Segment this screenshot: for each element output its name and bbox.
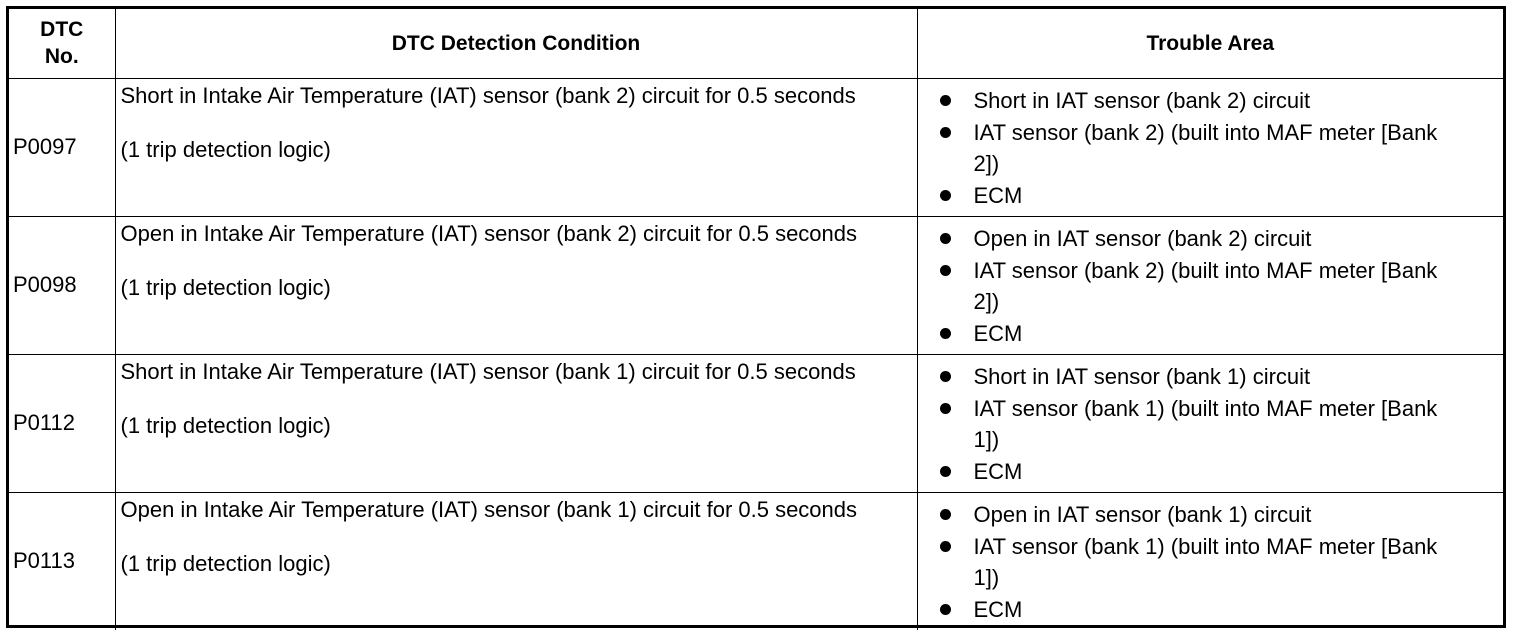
- table-row: [9, 354, 1503, 492]
- list-item: [940, 393, 1464, 455]
- trouble-area-text: ECM: [973, 320, 1023, 346]
- detection-condition-text: Open in Intake Air Temperature (IAT) sensor (bank 2) circuit for 0.5 seconds: [120, 220, 858, 246]
- dtc-table-container: [6, 6, 1506, 628]
- bullet-icon: [940, 233, 951, 244]
- list-item: [940, 456, 1464, 487]
- list-item: [940, 223, 1464, 254]
- trouble-area-list: [940, 85, 1464, 211]
- bullet-icon: [940, 127, 951, 138]
- dtc-table: [9, 9, 1503, 630]
- list-item: [940, 499, 1464, 530]
- detection-logic-text: (1 trip detection logic): [120, 550, 331, 576]
- detection-condition-cell: [115, 216, 917, 354]
- detection-condition-cell: [115, 354, 917, 492]
- trouble-area-text: IAT sensor (bank 1) (built into MAF meter [Bank 1]): [973, 395, 1438, 452]
- dtc-code: P0097: [9, 78, 115, 216]
- bullet-icon: [940, 403, 951, 414]
- trouble-area-cell: [917, 354, 1503, 492]
- bullet-icon: [940, 541, 951, 552]
- bullet-icon: [940, 371, 951, 382]
- table-header-row: [9, 9, 1503, 78]
- trouble-area-text: ECM: [973, 596, 1023, 622]
- trouble-area-text: ECM: [973, 182, 1023, 208]
- detection-condition-text: Short in Intake Air Temperature (IAT) sensor (bank 1) circuit for 0.5 seconds: [120, 358, 856, 384]
- trouble-area-text: Short in IAT sensor (bank 1) circuit: [973, 363, 1311, 389]
- table-row: [9, 492, 1503, 630]
- trouble-area-cell: [917, 216, 1503, 354]
- detection-condition-text: Open in Intake Air Temperature (IAT) sensor (bank 1) circuit for 0.5 seconds: [120, 496, 858, 522]
- bullet-icon: [940, 328, 951, 339]
- bullet-icon: [940, 265, 951, 276]
- bullet-icon: [940, 95, 951, 106]
- trouble-area-text: ECM: [973, 458, 1023, 484]
- trouble-area-cell: [917, 78, 1503, 216]
- detection-condition-cell: [115, 492, 917, 630]
- list-item: [940, 594, 1464, 625]
- list-item: [940, 180, 1464, 211]
- trouble-area-list: [940, 499, 1464, 625]
- detection-condition-cell: [115, 78, 917, 216]
- dtc-code: P0098: [9, 216, 115, 354]
- trouble-area-cell: [917, 492, 1503, 630]
- bullet-icon: [940, 466, 951, 477]
- trouble-area-text: IAT sensor (bank 2) (built into MAF meter [Bank 2]): [973, 119, 1438, 176]
- table-row: [9, 78, 1503, 216]
- bullet-icon: [940, 604, 951, 615]
- table-row: [9, 216, 1503, 354]
- dtc-code: P0112: [9, 354, 115, 492]
- list-item: [940, 255, 1464, 317]
- header-dtc-no: DTC No.: [9, 9, 115, 78]
- list-item: [940, 85, 1464, 116]
- list-item: [940, 531, 1464, 593]
- dtc-code: P0113: [9, 492, 115, 630]
- trouble-area-text: IAT sensor (bank 1) (built into MAF meter [Bank 1]): [973, 533, 1438, 590]
- detection-condition-text: Short in Intake Air Temperature (IAT) sensor (bank 2) circuit for 0.5 seconds: [120, 82, 856, 108]
- list-item: [940, 318, 1464, 349]
- trouble-area-text: Open in IAT sensor (bank 1) circuit: [973, 501, 1312, 527]
- trouble-area-text: Short in IAT sensor (bank 2) circuit: [973, 87, 1311, 113]
- detection-logic-text: (1 trip detection logic): [120, 412, 331, 438]
- trouble-area-list: [940, 361, 1464, 487]
- header-trouble-area: Trouble Area: [917, 9, 1503, 78]
- bullet-icon: [940, 190, 951, 201]
- list-item: [940, 117, 1464, 179]
- trouble-area-text: Open in IAT sensor (bank 2) circuit: [973, 225, 1312, 251]
- trouble-area-text: IAT sensor (bank 2) (built into MAF meter [Bank 2]): [973, 257, 1438, 314]
- list-item: [940, 361, 1464, 392]
- header-detection-condition: DTC Detection Condition: [115, 9, 917, 78]
- trouble-area-list: [940, 223, 1464, 349]
- detection-logic-text: (1 trip detection logic): [120, 136, 331, 162]
- detection-logic-text: (1 trip detection logic): [120, 274, 331, 300]
- bullet-icon: [940, 509, 951, 520]
